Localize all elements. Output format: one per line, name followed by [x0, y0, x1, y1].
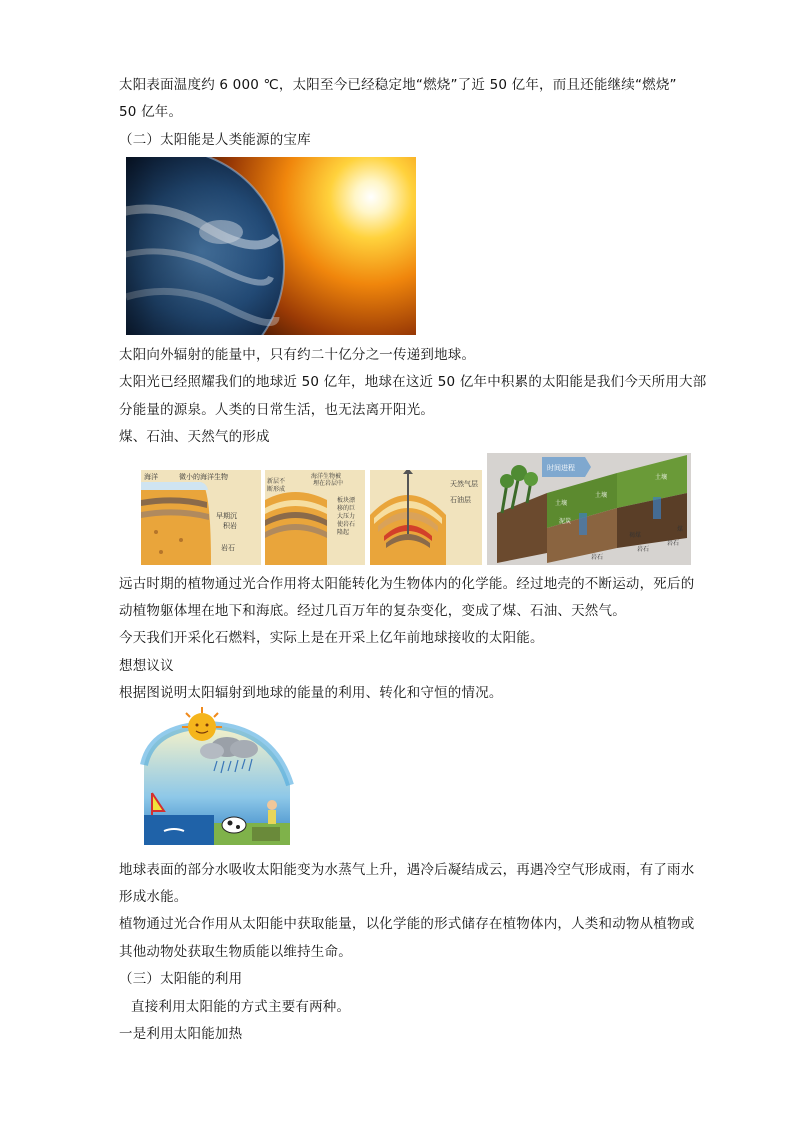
paragraph-sun-temp-line1: 太阳表面温度约 6 000 ℃，太阳至今已经稳定地“燃烧”了近 50 亿年，而且还能继续“燃烧”	[119, 77, 677, 93]
label-plate-4: 使岩石	[337, 521, 356, 528]
label-oil-layer: 石油层	[450, 496, 471, 504]
label-peat: 泥炭	[559, 518, 572, 525]
label-sediment-2: 积岩	[223, 522, 237, 530]
paragraph-energy-fraction: 太阳向外辐射的能量中，只有约二十亿分之一传递到地球。	[119, 347, 476, 363]
paragraph-think-discuss: 想想议议	[119, 658, 174, 674]
label-new-layer-1: 新层不	[267, 478, 286, 485]
layer-uplift-icon	[265, 470, 365, 565]
label-new-layer-2: 断形成	[267, 486, 286, 493]
paragraph-solar-heating: 一是利用太阳能加热	[119, 1026, 243, 1042]
label-plate-2: 移的巨	[337, 505, 356, 512]
paragraph-question: 根据图说明太阳辐射到地球的能量的利用、转化和守恒的情况。	[119, 685, 503, 701]
label-rock-2: 岩石	[591, 554, 604, 561]
section-heading-2: （二）太阳能是人类能源的宝库	[119, 132, 311, 148]
oil-gas-layer-icon	[370, 470, 482, 565]
label-plate-5: 隆起	[337, 529, 350, 536]
label-time-process: 时间进程	[547, 464, 575, 472]
label-rock-3: 岩石	[637, 546, 650, 553]
label-rock-4: 岩石	[667, 540, 680, 547]
paragraph-direct-use: 直接利用太阳能的方式主要有两种。	[131, 999, 351, 1015]
paragraph-sun-temp-line2: 50 亿年。	[119, 104, 183, 120]
earth-sun-photo	[126, 157, 416, 335]
coal-layers-icon	[487, 453, 691, 565]
paragraph-water-line2: 形成水能。	[119, 889, 188, 905]
label-soil-1: 土壤	[555, 500, 568, 507]
paragraph-plants-line2: 其他动物处获取生物质能以维持生命。	[119, 944, 352, 960]
sun-rain-cycle-icon	[122, 705, 304, 850]
label-plate-1: 板块漂	[337, 497, 356, 504]
coal-formation-diagram	[487, 453, 691, 565]
label-sea-organisms: 微小的海洋生物	[179, 473, 228, 481]
section-heading-3: （三）太阳能的利用	[119, 971, 243, 987]
paragraph-fossil-heading: 煤、石油、天然气的形成	[119, 429, 270, 445]
fossil-diagram-3	[370, 470, 482, 565]
paragraph-sunlight-line2: 分能量的源泉。人类的日常生活，也无法离开阳光。	[119, 402, 435, 418]
sea-sediment-icon	[141, 470, 261, 565]
fossil-diagram-2	[265, 470, 365, 565]
label-plate-3: 大压力	[337, 513, 356, 520]
label-soil-2: 土壤	[595, 492, 608, 499]
paragraph-water-line1: 地球表面的部分水吸收太阳能变为水蒸气上升，遇冷后凝结成云，再遇冷空气形成雨，有了雨水	[119, 862, 695, 878]
paragraph-photosynthesis-line1: 远古时期的植物通过光合作用将太阳能转化为生物体内的化学能。经过地壳的不断运动，死后的	[119, 576, 695, 592]
label-sea: 海洋	[144, 473, 158, 481]
label-rock-1: 岩石	[221, 544, 235, 552]
label-sediment-1: 早期沉	[216, 512, 237, 520]
label-soil-3: 土壤	[655, 474, 668, 481]
label-coal: 煤	[677, 526, 684, 533]
label-gas-layer: 天然气层	[450, 480, 478, 488]
label-buried-1: 海洋生物被	[311, 473, 342, 480]
label-buried-2: 埋在岩层中	[313, 480, 344, 487]
paragraph-sunlight-line1: 太阳光已经照耀我们的地球近 50 亿年，地球在这近 50 亿年中积累的太阳能是我们今天所用大部	[119, 374, 707, 390]
paragraph-plants-line1: 植物通过光合作用从太阳能中获取能量，以化学能的形式储存在植物体内，人类和动物从植物或	[119, 916, 695, 932]
earth-sun-icon	[126, 157, 416, 335]
fossil-diagram-1	[141, 470, 261, 565]
paragraph-photosynthesis-line2: 动植物躯体埋在地下和海底。经过几百万年的复杂变化，变成了煤、石油、天然气。	[119, 603, 626, 619]
paragraph-fossil-fuels: 今天我们开采化石燃料，实际上是在开采上亿年前地球接收的太阳能。	[119, 630, 544, 646]
label-lignite: 褐煤	[629, 532, 642, 539]
water-cycle-illustration	[122, 705, 304, 850]
